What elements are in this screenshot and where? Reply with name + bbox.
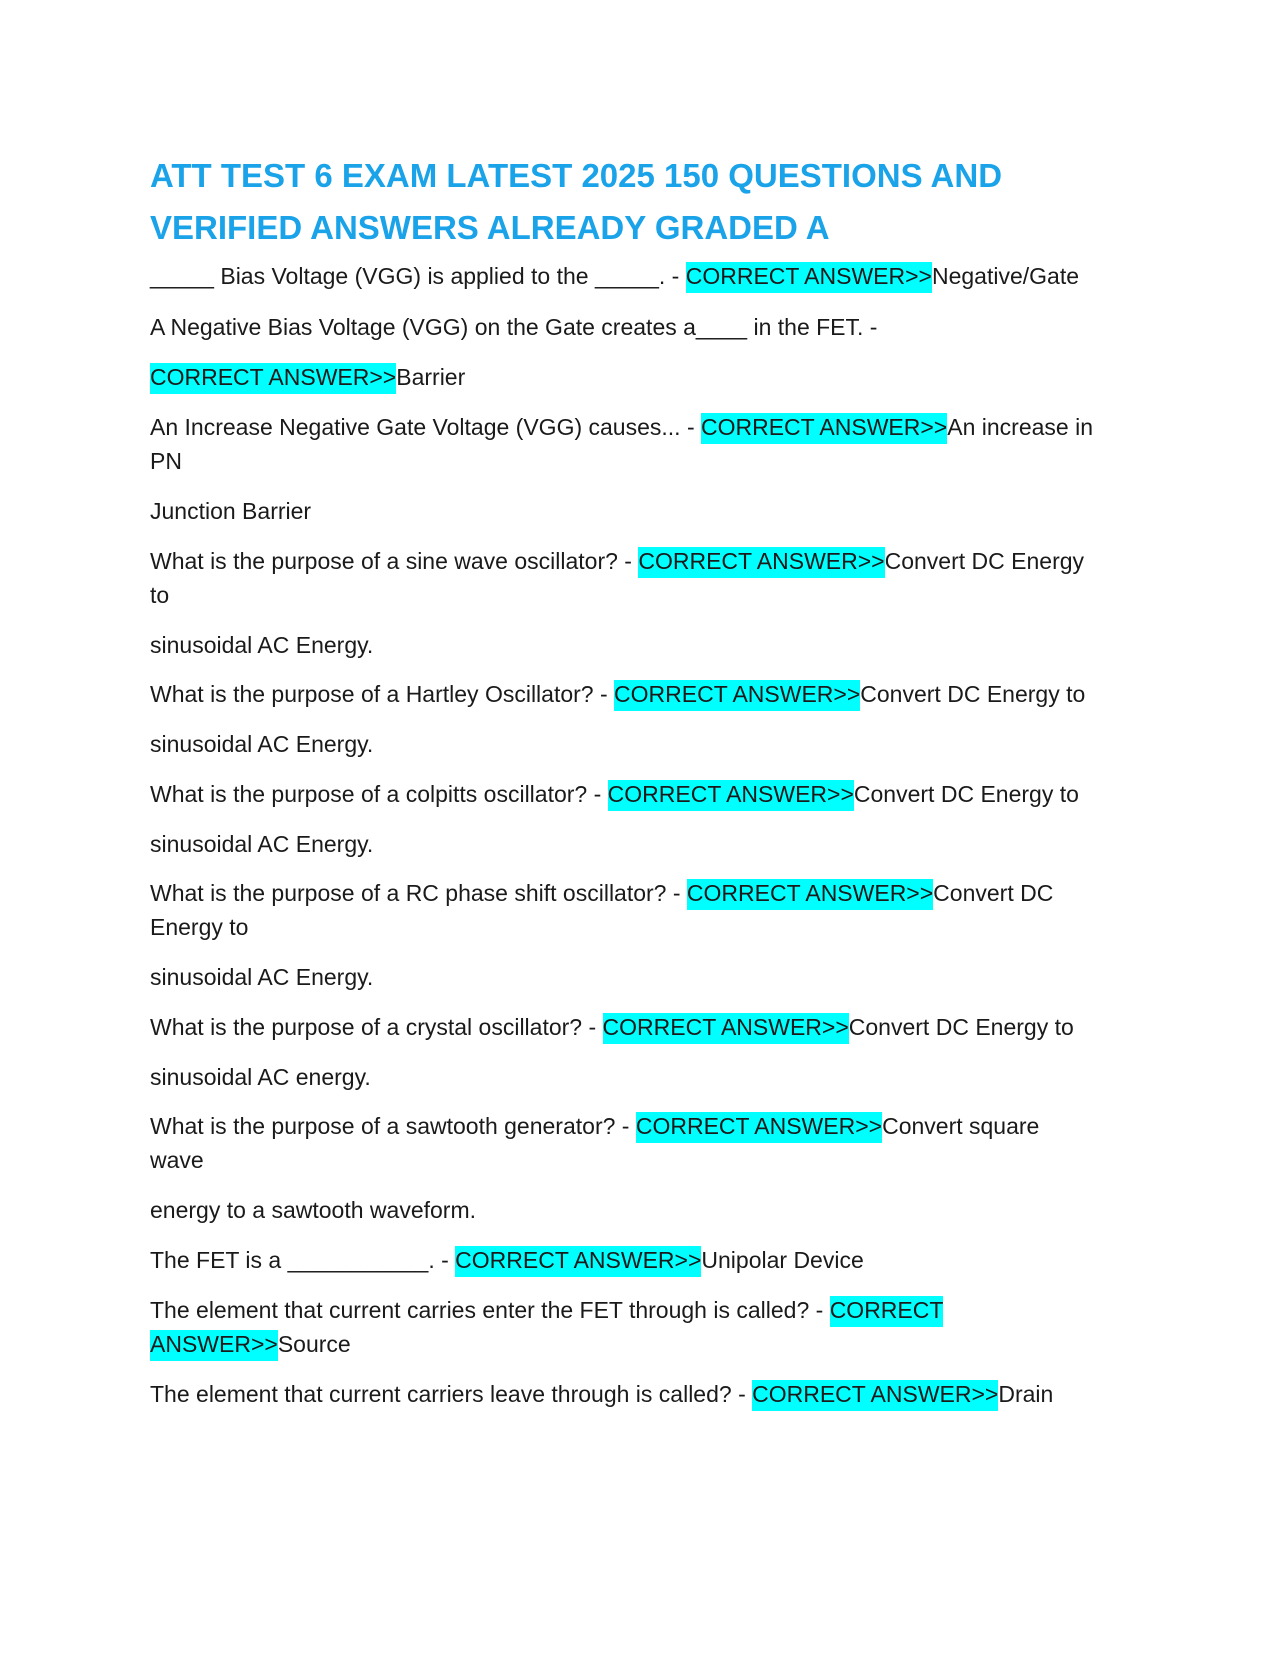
answer-text: Negative/Gate [931, 263, 1080, 289]
correct-answer-label: CORRECT ANSWER>> [687, 879, 933, 910]
question-text: sinusoidal AC Energy. [150, 831, 374, 857]
qa-line [150, 1109, 1039, 1144]
question-text: sinusoidal AC energy. [150, 1064, 371, 1090]
question-text: sinusoidal AC Energy. [150, 964, 374, 990]
correct-answer-label: CORRECT ANSWER>> [150, 363, 396, 394]
question-text: _____ Bias Voltage (VGG) is applied to the _____. - [150, 263, 686, 289]
correct-answer-label: CORRECT ANSWER>> [614, 680, 860, 711]
qa-line [150, 1293, 943, 1328]
qa-line [150, 544, 1084, 579]
question-text: A Negative Bias Voltage (VGG) on the Gate creates a____ in the FET. - [150, 314, 878, 340]
question-text: The element that current carriers leave through is called? - [150, 1381, 753, 1407]
qa-line [150, 960, 373, 995]
qa-line [150, 1143, 204, 1178]
qa-line [150, 310, 877, 345]
question-text: to [150, 582, 170, 608]
question-text: energy to a sawtooth waveform. [150, 1197, 476, 1223]
qa-line [150, 578, 169, 613]
correct-answer-label: CORRECT ANSWER>> [686, 262, 932, 293]
question-text: wave [150, 1147, 204, 1173]
qa-line [150, 1327, 351, 1362]
correct-answer-label: CORRECT ANSWER>> [701, 413, 947, 444]
qa-line [150, 494, 311, 529]
document-title-line-2: VERIFIED ANSWERS ALREADY GRADED A [150, 209, 830, 246]
question-text: sinusoidal AC Energy. [150, 632, 374, 658]
qa-line [150, 910, 248, 945]
correct-answer-label: CORRECT ANSWER>> [608, 780, 854, 811]
question-text: An Increase Negative Gate Voltage (VGG) causes... - [150, 414, 701, 440]
correct-answer-label: CORRECT [830, 1296, 944, 1327]
question-text: The element that current carries enter the FET through is called? - [150, 1297, 830, 1323]
answer-text: Barrier [396, 364, 466, 390]
answer-text: Convert DC Energy to [848, 1014, 1074, 1040]
answer-text: Source [277, 1331, 351, 1357]
document-title-line-1: ATT TEST 6 EXAM LATEST 2025 150 QUESTIONS AND [150, 157, 1003, 194]
question-text: sinusoidal AC Energy. [150, 731, 374, 757]
qa-line [150, 444, 182, 479]
question-text: Junction Barrier [150, 498, 312, 524]
question-text: What is the purpose of a RC phase shift oscillator? - [150, 880, 687, 906]
correct-answer-label: ANSWER>> [150, 1330, 278, 1361]
qa-line [150, 876, 1053, 911]
answer-text: Convert DC Energy to [860, 681, 1086, 707]
qa-line [150, 628, 373, 663]
correct-answer-label: CORRECT ANSWER>> [603, 1013, 849, 1044]
document-title [150, 150, 1150, 254]
correct-answer-label: CORRECT ANSWER>> [455, 1246, 701, 1277]
question-text: What is the purpose of a sawtooth generator? - [150, 1113, 636, 1139]
qa-line [150, 1010, 1074, 1045]
qa-line [150, 259, 1079, 294]
question-text: Energy to [150, 914, 249, 940]
answer-text: An increase in [947, 414, 1093, 440]
correct-answer-label: CORRECT ANSWER>> [752, 1380, 998, 1411]
question-text: What is the purpose of a Hartley Oscillator? - [150, 681, 615, 707]
qa-line [150, 1377, 1053, 1412]
answer-text: Convert DC Energy [884, 548, 1085, 574]
question-text: PN [150, 448, 182, 474]
qa-line [150, 1193, 476, 1228]
question-text: What is the purpose of a colpitts oscillator? - [150, 781, 608, 807]
answer-text: Drain [998, 1381, 1054, 1407]
qa-line [150, 1060, 371, 1095]
answer-text: Unipolar Device [701, 1247, 864, 1273]
answer-text: Convert DC [933, 880, 1054, 906]
qa-line [150, 827, 373, 862]
answer-text: Convert DC Energy to [853, 781, 1079, 807]
correct-answer-label: CORRECT ANSWER>> [636, 1112, 882, 1143]
qa-line [150, 1243, 864, 1278]
correct-answer-label: CORRECT ANSWER>> [638, 547, 884, 578]
question-text: The FET is a ___________. - [150, 1247, 456, 1273]
question-text: What is the purpose of a crystal oscillator? - [150, 1014, 603, 1040]
qa-line [150, 410, 1093, 445]
question-text: What is the purpose of a sine wave oscillator? - [150, 548, 639, 574]
qa-line [150, 677, 1085, 712]
qa-line [150, 360, 465, 395]
qa-line [150, 727, 373, 762]
qa-line [150, 777, 1079, 812]
answer-text: Convert square [882, 1113, 1040, 1139]
